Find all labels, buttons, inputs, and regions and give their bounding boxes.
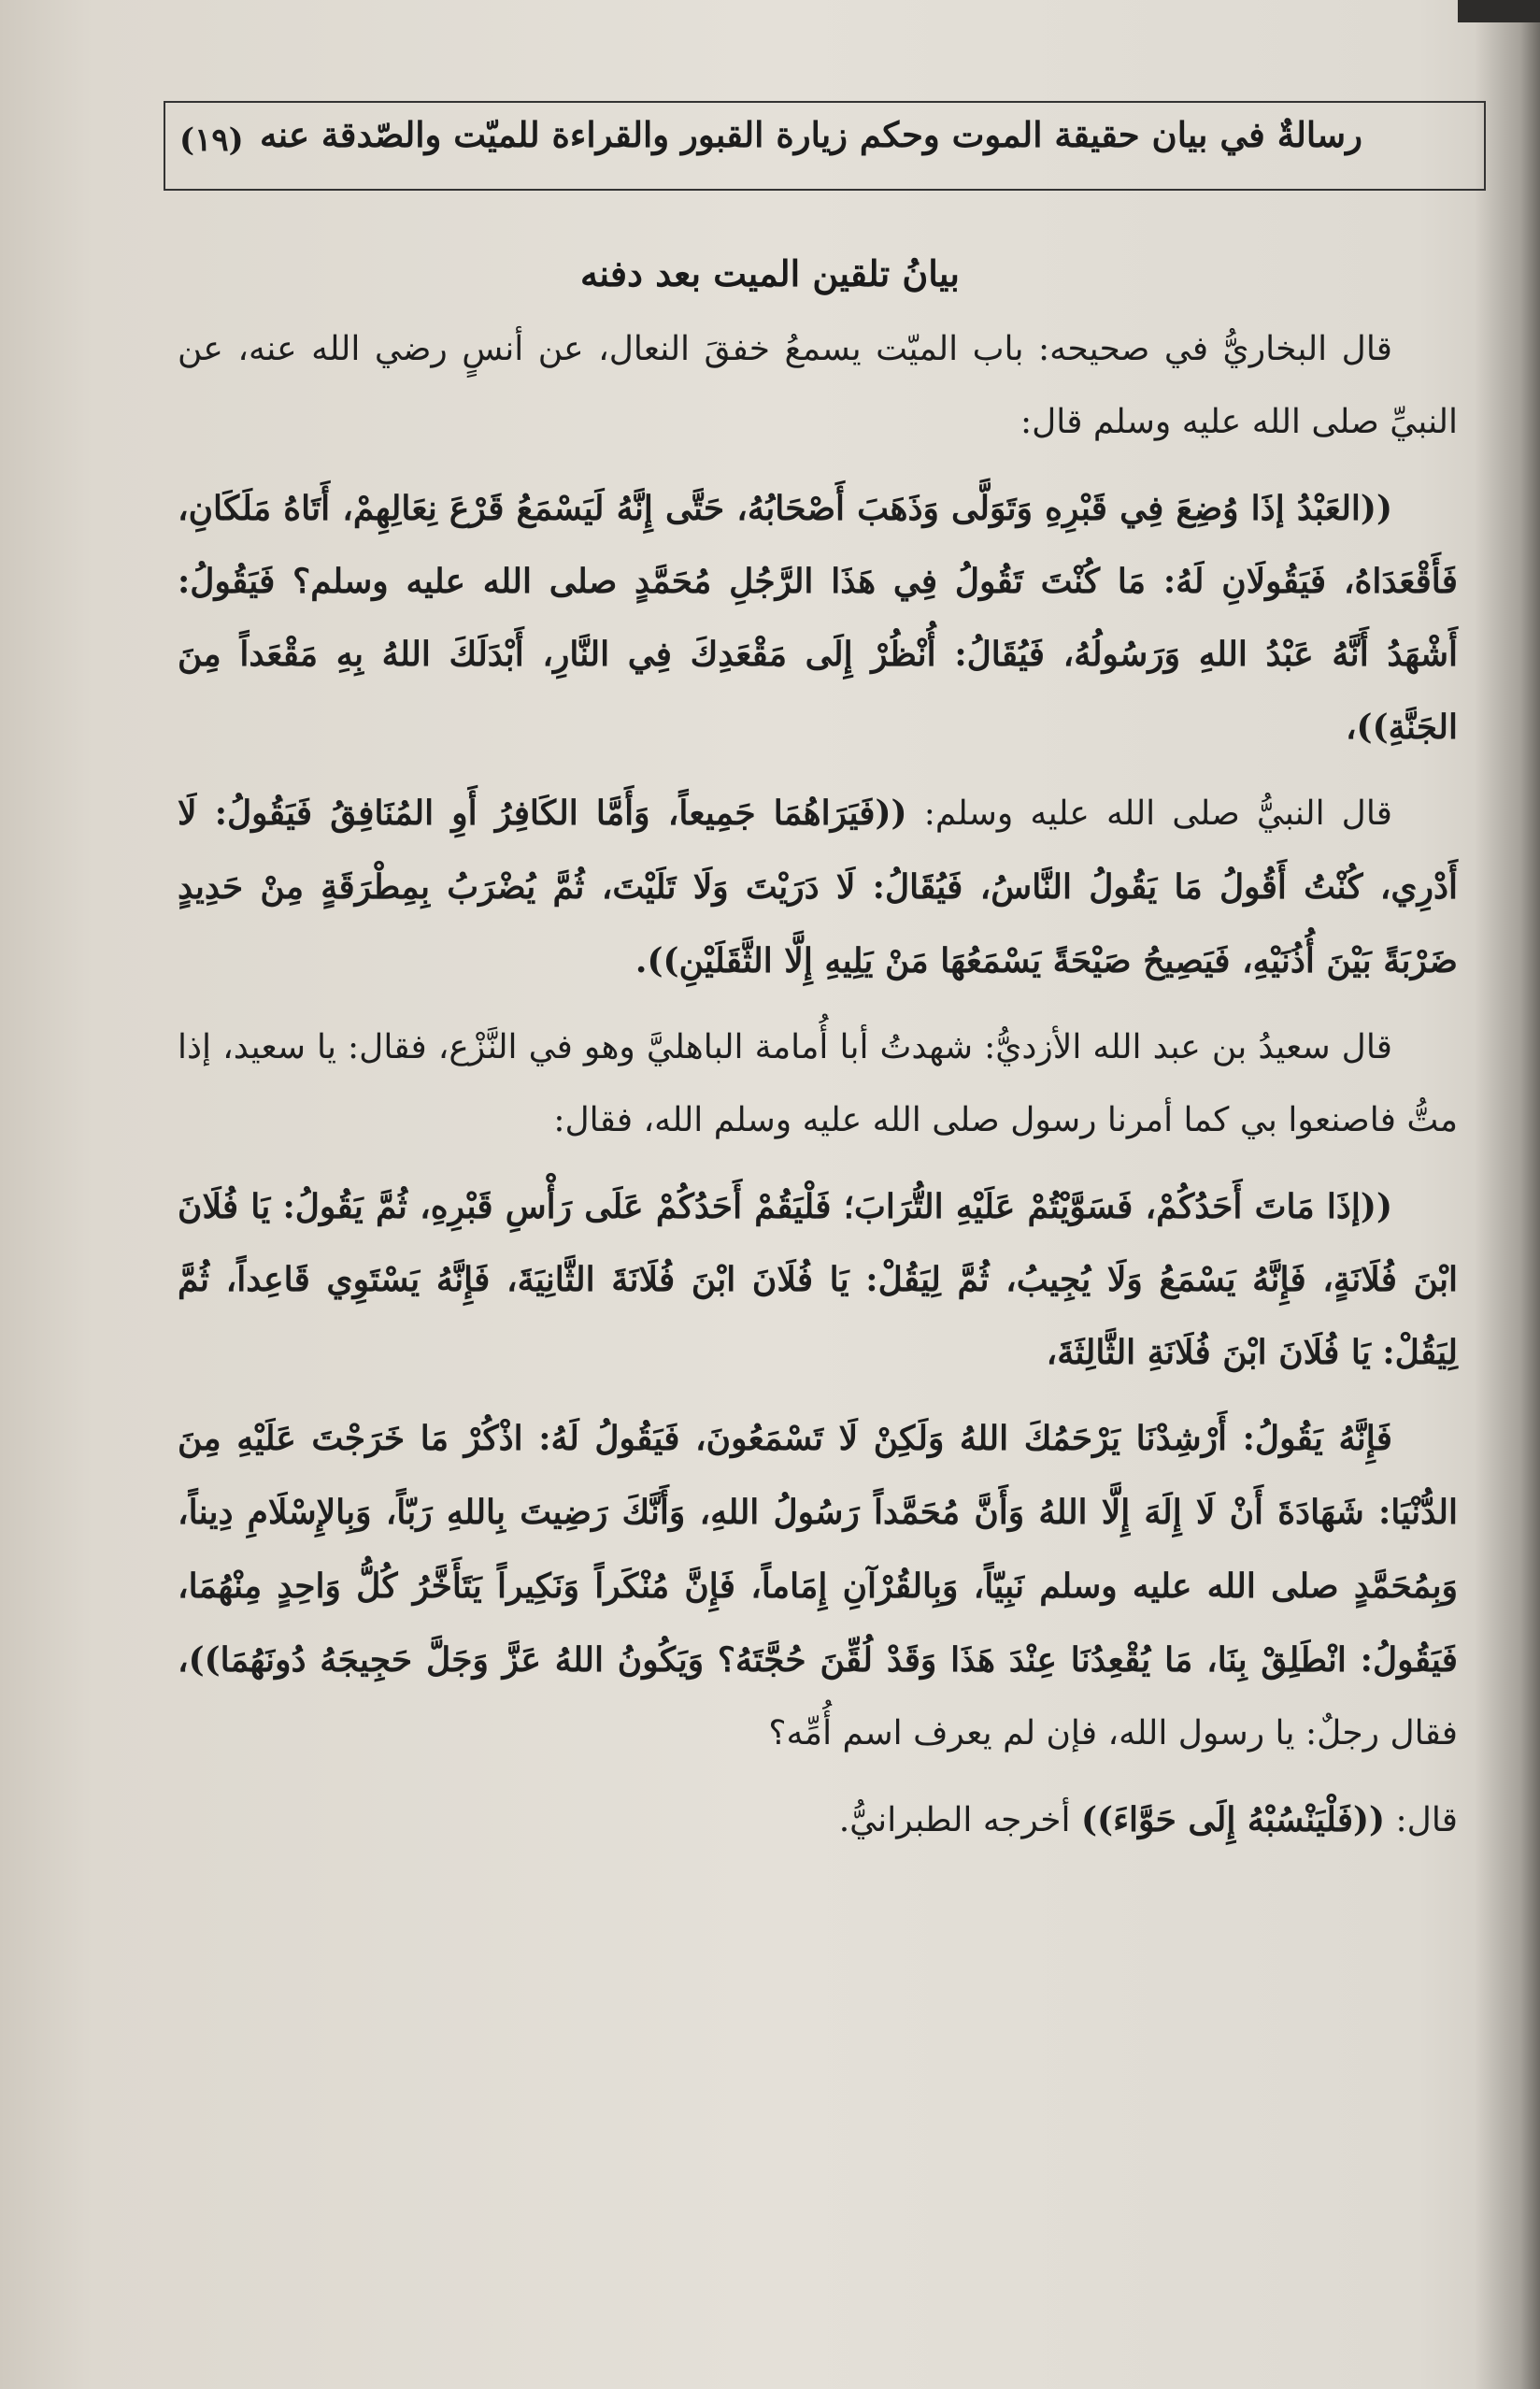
hadith-quote: ((إذَا مَاتَ أَحَدُكُمْ، فَسَوَّيْتُمْ عَلَيْهِ التُّرَابَ؛ فَلْيَقُمْ أَحَدُكُمْ عَلَى رَأْسِ قَبْرِهِ، ثُمَّ يَقُولُ: يَا فُلَانَ ابْنَ فُلَانَةٍ، فَإِنَّهُ يَسْمَعُ وَلَا يُجِيبُ، ثُمَّ لِيَقُلْ: يَا فُلَانَ ابْنَ فُلَانَةَ الثَّانِيَةَ، فَإِنَّهُ يَسْتَوِي قَاعِداً، ثُمَّ لِيَقُلْ: يَا فُلَانَ ابْنَ فُلَانَةِ الثَّالِثَةَ، (178, 1187, 1458, 1372)
header-title: رسالةٌ في بيان حقيقة الموت وحكم زيارة القبور والقراءة للميّت والصّدقة عنه (259, 114, 1362, 155)
paragraph-bukhari-intro (178, 313, 1458, 459)
running-header (164, 101, 1486, 191)
page-binding-shadow (1475, 0, 1540, 2389)
intro-text: قال البخاريُّ في صحيحه: باب الميّت يسمعُ خفقَ النعال، عن أنسٍ رضي الله عنه، عن النبيِّ صلى الله عليه وسلم قال: (178, 330, 1458, 441)
paragraph-hadith-talqin-cont (178, 1402, 1458, 1770)
hadith-quote: ((فَلْيَنْسُبْهُ إِلَى حَوَّاءَ)) (1081, 1800, 1386, 1839)
paragraph-hadith-grave (178, 472, 1458, 764)
paragraph-said-azdi (178, 1011, 1458, 1157)
hadith-quote: فَإِنَّهُ يَقُولُ: أَرْشِدْنَا يَرْحَمُكَ اللهُ وَلَكِنْ لَا تَسْمَعُونَ، فَيَقُولُ لَهُ: اذْكُرْ مَا خَرَجْتَ عَلَيْهِ مِنَ الدُّنْيَا: شَهَادَةَ أَنْ لَا إِلَهَ إِلَّا اللهُ وَأَنَّ مُحَمَّداً رَسُولُ اللهِ، وَأَنَّكَ رَضِيتَ بِاللهِ رَبّاً، وَبِالإِسْلَامِ دِيناً، وَبِمُحَمَّدٍ صلى الله عليه وسلم نَبِيّاً، وَبِالقُرْآنِ إِمَاماً، فَإِنَّ مُنْكَراً وَنَكِيراً يَتَأَخَّرُ كُلُّ وَاحِدٍ مِنْهُمَا، فَيَقُولُ: انْطَلِقْ بِنَا، مَا يُقْعِدُنَا عِنْدَ هَذَا وَقَدْ لُقِّنَ حُجَّتَهُ؟ وَيَكُونُ اللهُ عَزَّ وَجَلَّ حَجِيجَهُ دُونَهُمَا))، (178, 1419, 1458, 1680)
intro-text: قال النبيُّ صلى الله عليه وسلم: (906, 794, 1393, 833)
paragraph-prophet-saying (178, 777, 1458, 998)
section-title: بيانُ تلقين الميت بعد دفنه (580, 252, 960, 294)
paragraph-hawwa (178, 1783, 1458, 1857)
hadith-quote: ((فَيَرَاهُمَا جَمِيعاً، وَأَمَّا الكَافِرُ أَوِ المُنَافِقُ فَيَقُولُ: لَا أَدْرِي، كُنْتُ أَقُولُ مَا يَقُولُ النَّاسُ، فَيُقَالُ: لَا دَرَيْتَ وَلَا تَلَيْتَ، ثُمَّ يُضْرَبُ بِمِطْرَقَةٍ مِنْ حَدِيدٍ ضَرْبَةً بَيْنَ أُذُنَيْهِ، فَيَصِيحُ صَيْحَةً يَسْمَعُهَا مَنْ يَلِيهِ إِلَّا الثَّقَلَيْنِ)). (178, 794, 1458, 980)
narration-text: فقال رجلٌ: يا رسول الله، فإن لم يعرف اسم أُمِّه؟ (768, 1714, 1458, 1752)
source-citation: أخرجه الطبرانيُّ. (838, 1801, 1081, 1839)
body-text (178, 313, 1458, 1870)
intro-text: قال سعيدُ بن عبد الله الأزديُّ: شهدتُ أبا أُمامة الباهليَّ وهو في النَّزْع، فقال: يا سعيد، إذا متُّ فاصنعوا بي كما أمرنا رسول صلى الله عليه وسلم الله، فقال: (178, 1028, 1458, 1139)
paragraph-hadith-talqin (178, 1170, 1458, 1389)
hadith-quote: ((العَبْدُ إذَا وُضِعَ فِي قَبْرِهِ وَتَوَلَّى وَذَهَبَ أَصْحَابُهُ، حَتَّى إِنَّهُ لَيَسْمَعُ قَرْعَ نِعَالِهِمْ، أَتَاهُ مَلَكَانِ، فَأَقْعَدَاهُ، فَيَقُولَانِ لَهُ: مَا كُنْتَ تَقُولُ فِي هَذَا الرَّجُلِ مُحَمَّدٍ صلى الله عليه وسلم؟ فَيَقُولُ: أَشْهَدُ أَنَّهُ عَبْدُ اللهِ وَرَسُولُهُ، فَيُقَالُ: أُنْظُرْ إِلَى مَقْعَدِكَ فِي النَّارِ، أَبْدَلَكَ اللهُ بِهِ مَقْعَداً مِنَ الجَنَّةِ))، (178, 489, 1458, 747)
page-number: (١٩) (179, 122, 244, 159)
page-corner-shadow (1458, 0, 1540, 22)
intro-text: قال: (1385, 1801, 1458, 1839)
